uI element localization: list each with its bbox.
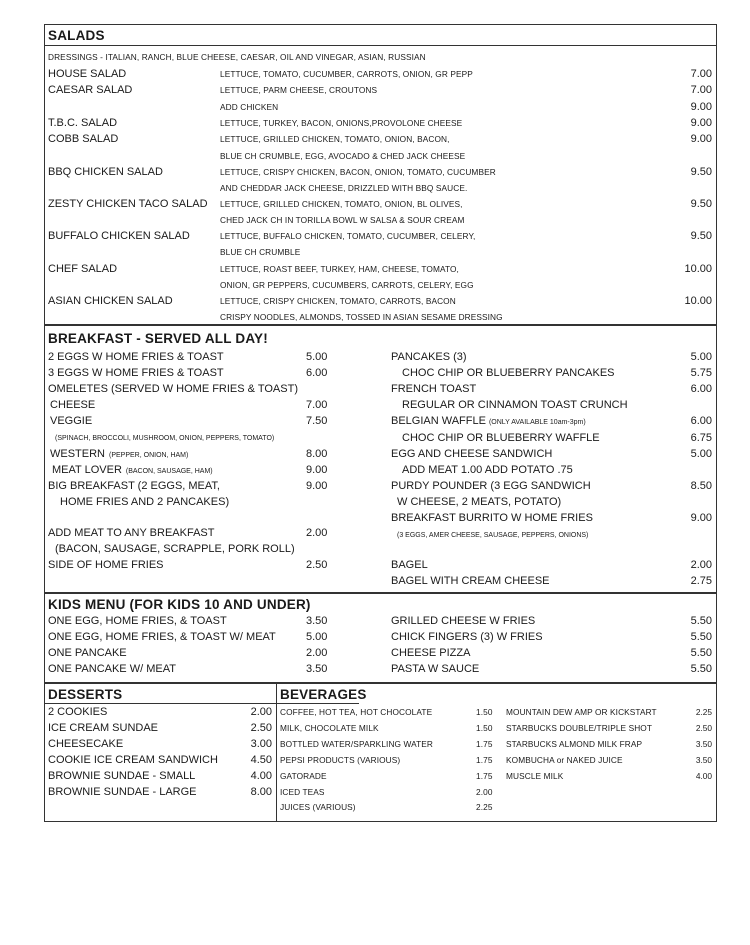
beverage-price: 1.75 [476,739,493,749]
salad-price: 9.00 [690,101,712,113]
beverage-name: ICED TEAS [280,787,325,797]
salad-description: LETTUCE, BUFFALO CHICKEN, TOMATO, CUCUMBER, CELERY, [220,231,476,241]
breakfast-item-price: 9.00 [306,480,328,492]
salad-price: 10.00 [684,263,712,275]
kids-item-price: 5.50 [690,647,712,659]
salad-description: LETTUCE, TOMATO, CUCUMBER, CARROTS, ONION, GR PEPP [220,69,473,79]
beverage-name: BOTTLED WATER/SPARKLING WATER [280,739,434,749]
breakfast-item-name: EGG AND CHEESE SANDWICH [391,448,553,460]
salads-header-rule [44,45,717,46]
breakfast-item-name: REGULAR OR CINNAMON TOAST CRUNCH [402,399,628,411]
salad-name: BUFFALO CHICKEN SALAD [48,230,190,242]
beverage-price: 2.25 [476,802,493,812]
breakfast-item-name: ADD MEAT TO ANY BREAKFAST [48,527,215,539]
breakfast-item-name: BAGEL [391,559,428,571]
kids-item-price: 5.50 [690,615,712,627]
dessert-price: 2.50 [250,722,272,734]
breakfast-item-price: 6.00 [690,383,712,395]
breakfast-item-name: (3 EGGS, AMER CHEESE, SAUSAGE, PEPPERS, ONIONS) [397,532,589,539]
section-divider-breakfast [44,324,717,326]
breakfast-item-name: PANCAKES (3) [391,351,467,363]
kids-item-price: 3.50 [306,663,328,675]
beverage-price: 2.50 [695,723,712,733]
beverages-header: BEVERAGES [280,687,367,702]
dessert-price: 4.00 [250,770,272,782]
breakfast-item-name: FRENCH TOAST [391,383,477,395]
breakfast-header: BREAKFAST - SERVED ALL DAY! [48,331,268,346]
section-divider-desserts [44,682,717,684]
dessert-price: 3.00 [250,738,272,750]
breakfast-item-price: 5.00 [690,448,712,460]
breakfast-item-name: VEGGIE [50,415,93,427]
kids-item-name: CHEESE PIZZA [391,647,471,659]
breakfast-item-price: 7.00 [306,399,328,411]
breakfast-item-name: PURDY POUNDER (3 EGG SANDWICH [391,480,591,492]
salad-price: 7.00 [690,84,712,96]
beverage-price: 3.50 [695,755,712,765]
beverage-price: 2.25 [695,707,712,717]
beverage-name: GATORADE [280,771,327,781]
salad-name: BBQ CHICKEN SALAD [48,166,163,178]
kids-item-name: ONE EGG, HOME FRIES, & TOAST W/ MEAT [48,631,276,643]
salad-price: 9.00 [690,133,712,145]
dessert-name: COOKIE ICE CREAM SANDWICH [48,754,218,766]
breakfast-item-price: 2.00 [690,559,712,571]
dessert-name: ICE CREAM SUNDAE [48,722,159,734]
beverage-name: MILK, CHOCOLATE MILK [280,723,379,733]
breakfast-item-name: BIG BREAKFAST (2 EGGS, MEAT, [48,480,220,492]
beverage-name: COFFEE, HOT TEA, HOT CHOCOLATE [280,707,433,717]
breakfast-item-name: CHOC CHIP OR BLUEBERRY WAFFLE [402,432,600,444]
breakfast-item-name: CHEESE [50,399,96,411]
salad-description: CRISPY NOODLES, ALMONDS, TOSSED IN ASIAN SESAME DRESSING [220,312,503,322]
breakfast-item-price: 8.50 [690,480,712,492]
kids-item-name: GRILLED CHEESE W FRIES [391,615,536,627]
salad-description: CHED JACK CH IN TORILLA BOWL W SALSA & SOUR CREAM [220,215,465,225]
breakfast-item-price: 2.50 [306,559,328,571]
beverage-price: 2.00 [476,787,493,797]
salad-price: 9.50 [690,198,712,210]
desserts-header-rule [44,703,276,704]
kids-item-price: 2.00 [306,647,328,659]
dessert-name: 2 COOKIES [48,706,108,718]
beverage-name: MUSCLE MILK [506,771,564,781]
breakfast-item-price: 6.75 [690,432,712,444]
dessert-price: 8.00 [250,786,272,798]
beverage-name: KOMBUCHA or NAKED JUICE [506,755,623,765]
kids-item-price: 3.50 [306,615,328,627]
breakfast-item-name: BELGIAN WAFFLE (ONLY AVAILABLE 10am-3pm) [391,415,586,427]
kids-item-name: PASTA W SAUCE [391,663,480,675]
breakfast-item-name: W CHEESE, 2 MEATS, POTATO) [397,496,562,508]
kids-item-name: ONE PANCAKE W/ MEAT [48,663,176,675]
salad-description: AND CHEDDAR JACK CHEESE, DRIZZLED WITH BBQ SAUCE. [220,183,468,193]
beverage-price: 1.50 [476,707,493,717]
salad-description: BLUE CH CRUMBLE, EGG, AVOCADO & CHED JACK CHEESE [220,151,466,161]
kids-header: KIDS MENU (FOR KIDS 10 AND UNDER) [48,597,311,612]
breakfast-item-note: (BACON, SAUSAGE, HAM) [125,468,213,475]
breakfast-item-name: 3 EGGS W HOME FRIES & TOAST [48,367,224,379]
beverage-price: 4.00 [695,771,712,781]
breakfast-item-name: WESTERN (PEPPER, ONION, HAM) [50,448,189,460]
breakfast-item-price: 6.00 [306,367,328,379]
breakfast-item-name: (BACON, SAUSAGE, SCRAPPLE, PORK ROLL) [55,543,295,555]
beverage-price: 1.50 [476,723,493,733]
breakfast-item-price: 2.00 [306,527,328,539]
breakfast-item-price: 5.00 [306,351,328,363]
breakfast-item-name: ADD MEAT 1.00 ADD POTATO .75 [402,464,573,476]
salad-description: BLUE CH CRUMBLE [220,247,301,257]
breakfast-item-name: BAGEL WITH CREAM CHEESE [391,575,550,587]
section-divider-kids [44,592,717,594]
breakfast-item-note: (PEPPER, ONION, HAM) [109,452,189,459]
breakfast-item-name: MEAT LOVER (BACON, SAUSAGE, HAM) [52,464,213,476]
salad-name: ASIAN CHICKEN SALAD [48,295,173,307]
dessert-price: 2.00 [250,706,272,718]
breakfast-item-price: 7.50 [306,415,328,427]
salad-name: T.B.C. SALAD [48,117,118,129]
breakfast-item-price: 9.00 [306,464,328,476]
salad-name: COBB SALAD [48,133,119,145]
breakfast-item-name: HOME FRIES AND 2 PANCAKES) [60,496,230,508]
kids-item-name: ONE PANCAKE [48,647,127,659]
breakfast-item-price: 5.00 [690,351,712,363]
beverage-name: JUICES (VARIOUS) [280,802,356,812]
salad-description: ADD CHICKEN [220,102,279,112]
beverages-header-rule [277,703,359,704]
dessert-name: BROWNIE SUNDAE - SMALL [48,770,196,782]
dessert-name: CHEESECAKE [48,738,124,750]
salad-description: LETTUCE, GRILLED CHICKEN, TOMATO, ONION, BL OLIVES, [220,199,463,209]
salad-price: 9.00 [690,117,712,129]
salad-description: LETTUCE, ROAST BEEF, TURKEY, HAM, CHEESE, TOMATO, [220,264,459,274]
breakfast-item-note: (ONLY AVAILABLE 10am-3pm) [488,419,586,426]
salad-description: LETTUCE, CRISPY CHICKEN, TOMATO, CARROTS, BACON [220,296,456,306]
kids-item-price: 5.50 [690,631,712,643]
salad-description: LETTUCE, TURKEY, BACON, ONIONS,PROVOLONE CHEESE [220,118,463,128]
salad-description: LETTUCE, PARM CHEESE, CROUTONS [220,85,378,95]
breakfast-item-name: SIDE OF HOME FRIES [48,559,164,571]
salad-description: LETTUCE, GRILLED CHICKEN, TOMATO, ONION, BACON, [220,134,450,144]
breakfast-item-name: (SPINACH, BROCCOLI, MUSHROOM, ONION, PEPPERS, TOMATO) [55,435,275,442]
salad-description: ONION, GR PEPPERS, CUCUMBERS, CARROTS, CELERY, EGG [220,280,474,290]
salad-price: 7.00 [690,68,712,80]
breakfast-item-price: 5.75 [690,367,712,379]
salad-name: CAESAR SALAD [48,84,133,96]
salad-description: LETTUCE, CRISPY CHICKEN, BACON, ONION, TOMATO, CUCUMBER [220,167,496,177]
beverage-name: MOUNTAIN DEW AMP OR KICKSTART [506,707,657,717]
salads-dressings: DRESSINGS - ITALIAN, RANCH, BLUE CHEESE, CAESAR, OIL AND VINEGAR, ASIAN, RUSSIAN [48,52,426,62]
beverage-price: 1.75 [476,771,493,781]
breakfast-item-name: BREAKFAST BURRITO W HOME FRIES [391,512,593,524]
beverage-name: STARBUCKS ALMOND MILK FRAP [506,739,643,749]
salad-name: HOUSE SALAD [48,68,127,80]
salad-price: 10.00 [684,295,712,307]
kids-item-name: ONE EGG, HOME FRIES, & TOAST [48,615,227,627]
kids-item-price: 5.00 [306,631,328,643]
desserts-beverages-divider [276,684,277,822]
salad-price: 9.50 [690,230,712,242]
beverage-price: 1.75 [476,755,493,765]
kids-item-name: CHICK FINGERS (3) W FRIES [391,631,543,643]
breakfast-item-price: 6.00 [690,415,712,427]
beverage-price: 3.50 [695,739,712,749]
salad-name: ZESTY CHICKEN TACO SALAD [48,198,208,210]
beverage-name: STARBUCKS DOUBLE/TRIPLE SHOT [506,723,653,733]
beverage-name: PEPSI PRODUCTS (VARIOUS) [280,755,401,765]
breakfast-item-name: OMELETES (SERVED W HOME FRIES & TOAST) [48,383,298,395]
salad-name: CHEF SALAD [48,263,118,275]
salads-header: SALADS [48,28,105,43]
breakfast-item-name: 2 EGGS W HOME FRIES & TOAST [48,351,224,363]
kids-item-price: 5.50 [690,663,712,675]
desserts-header: DESSERTS [48,687,123,702]
salad-price: 9.50 [690,166,712,178]
breakfast-item-price: 9.00 [690,512,712,524]
breakfast-item-price: 8.00 [306,448,328,460]
dessert-price: 4.50 [250,754,272,766]
breakfast-item-name: CHOC CHIP OR BLUEBERRY PANCAKES [402,367,615,379]
dessert-name: BROWNIE SUNDAE - LARGE [48,786,197,798]
breakfast-item-price: 2.75 [690,575,712,587]
